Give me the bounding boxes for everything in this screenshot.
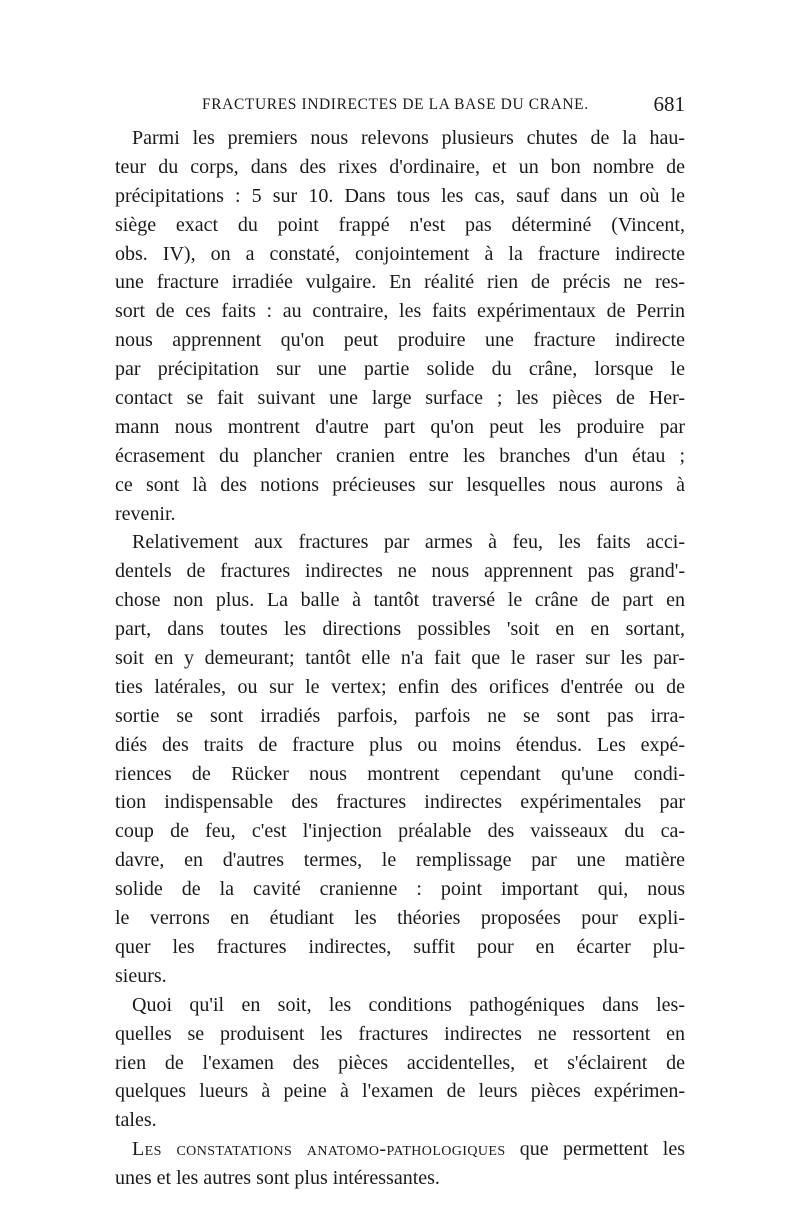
text-line: quelques lueurs à peine à l'examen de leurs pièces expérimen- bbox=[115, 1080, 685, 1103]
text-line: tion indispensable des fractures indirectes expérimentales par bbox=[115, 791, 685, 814]
text-line bbox=[132, 1135, 685, 1164]
text-line: chose non plus. La balle à tantôt traversé le crâne de part en bbox=[115, 589, 685, 612]
text-line: siège exact du point frappé n'est pas déterminé (Vincent, bbox=[115, 213, 685, 236]
running-head bbox=[115, 92, 685, 120]
text-line: unes et les autres sont plus intéressantes. bbox=[115, 1167, 440, 1190]
body-text bbox=[115, 124, 685, 1193]
text-line: soit en y demeurant; tantôt elle n'a fait que le raser sur les par- bbox=[115, 647, 685, 670]
text-line: part, dans toutes les directions possibles 'soit en en sortant, bbox=[115, 618, 685, 641]
text-line: Quoi qu'il en soit, les conditions pathogéniques dans les- bbox=[132, 993, 685, 1016]
text-line: tales. bbox=[115, 1109, 157, 1132]
text-line: Parmi les premiers nous relevons plusieurs chutes de la hau- bbox=[132, 127, 685, 149]
text-line: contact se fait suivant une large surface ; les pièces de Her- bbox=[115, 387, 685, 410]
text-line: teur du corps, dans des rixes d'ordinaire, et un bon nombre de bbox=[115, 155, 685, 178]
lead-rest: que permettent les bbox=[505, 1138, 685, 1161]
text-line: nous apprennent qu'on peut produire une fracture indirecte bbox=[115, 329, 685, 352]
page-number: 681 bbox=[653, 92, 685, 116]
text-line: Relativement aux fractures par armes à feu, les faits acci- bbox=[132, 531, 685, 554]
text-line: précipitations : 5 sur 10. Dans tous les cas, sauf dans un où le bbox=[115, 184, 685, 207]
text-line: sieurs. bbox=[115, 964, 167, 987]
text-line: revenir. bbox=[115, 502, 176, 525]
text-line: riences de Rücker nous montrent cependant qu'une condi- bbox=[115, 762, 685, 785]
text-line: rien de l'examen des pièces accidentelles, et s'éclairent de bbox=[115, 1051, 685, 1074]
small-caps-lead: Les constatations anatomo-pathologiques bbox=[132, 1138, 506, 1161]
text-line: mann nous montrent d'autre part qu'on peut les produire par bbox=[115, 415, 685, 438]
text-line: écrasement du plancher cranien entre les branches d'un étau ; bbox=[115, 444, 685, 467]
text-line: dentels de fractures indirectes ne nous apprennent pas grand'- bbox=[115, 560, 685, 583]
text-line: sort de ces faits : au contraire, les faits expérimentaux de Perrin bbox=[115, 300, 685, 323]
text-line: sortie se sont irradiés parfois, parfois ne se sont pas irra- bbox=[115, 704, 685, 727]
text-line: quelles se produisent les fractures indirectes ne ressortent en bbox=[115, 1022, 685, 1045]
text-line: le verrons en étudiant les théories proposées pour expli- bbox=[115, 907, 685, 930]
text-line: obs. IV), on a constaté, conjointement à la fracture indirecte bbox=[115, 242, 685, 265]
text-line: diés des traits de fracture plus ou moins étendus. Les expé- bbox=[115, 733, 685, 756]
text-line: coup de feu, c'est l'injection préalable des vaisseaux du ca- bbox=[115, 820, 685, 843]
text-line: une fracture irradiée vulgaire. En réalité rien de précis ne res- bbox=[115, 271, 685, 294]
text-line: ties latérales, ou sur le vertex; enfin des orifices d'entrée ou de bbox=[115, 675, 685, 698]
text-line: ce sont là des notions précieuses sur lesquelles nous aurons à bbox=[115, 473, 685, 496]
text-line: davre, en d'autres termes, le remplissage par une matière bbox=[115, 849, 685, 872]
text-line: quer les fractures indirectes, suffit pour en écarter plu- bbox=[115, 935, 685, 958]
running-title: FRACTURES INDIRECTES DE LA BASE DU CRANE. bbox=[202, 96, 589, 113]
text-line: solide de la cavité cranienne : point important qui, nous bbox=[115, 878, 685, 901]
text-line: par précipitation sur une partie solide du crâne, lorsque le bbox=[115, 358, 685, 381]
